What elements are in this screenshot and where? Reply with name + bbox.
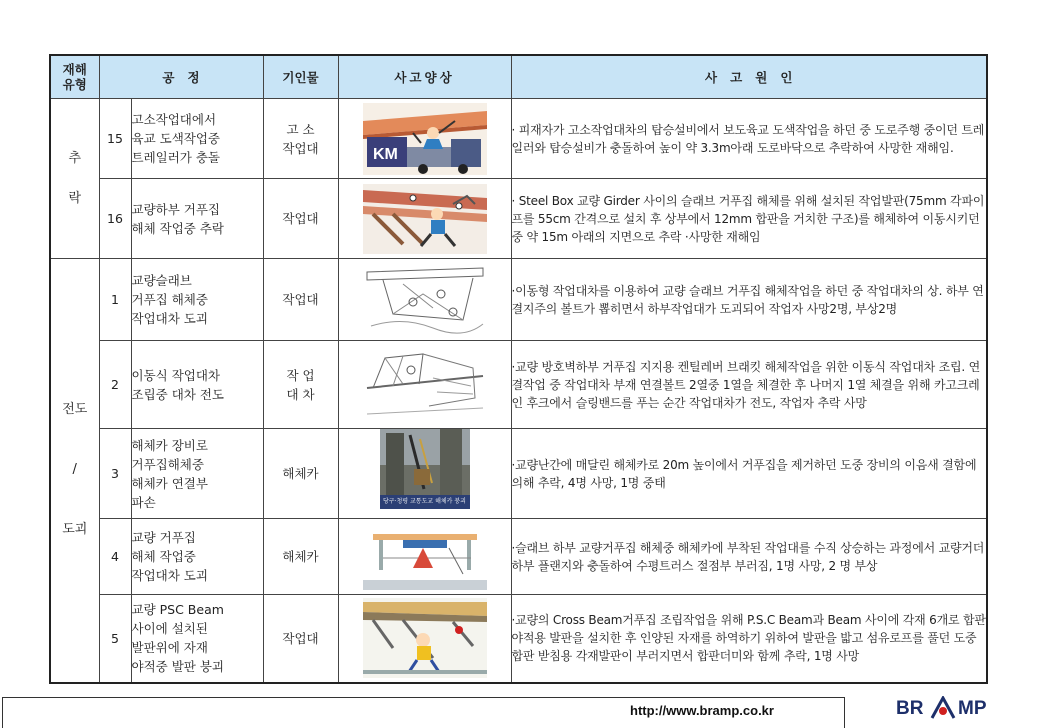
truck-collision-illustration: [363, 103, 487, 175]
svg-text:KM: KM: [372, 145, 398, 163]
aspect-image-cell: [338, 341, 511, 429]
row-number: 1: [99, 259, 131, 341]
footer-url-link[interactable]: http://www.bramp.co.kr: [630, 703, 774, 718]
cause-cell: ·교량의 Cross Beam거푸집 조립작업을 위해 P.S.C Beam과 Beam 사이에 각재 6개로 합판 야적용 발판을 설치한 후 인양된 자재를 하역하기 위하여 발판을 밟고 섬유로프를 풀던 도중 합판 받침용 각재발판이 부러지면서 합판더미와 함께 추락, 1명 사망: [511, 595, 987, 683]
logo-a-mark-icon: [930, 696, 956, 720]
aspect-image-cell: [338, 99, 511, 179]
table-row: [50, 179, 987, 259]
cart-collapse-sketch: [363, 264, 487, 336]
table-row: [50, 595, 987, 683]
cause-cell: ·교량난간에 매달린 해체카로 20m 높이에서 거푸집을 제거하던 도중 장비의 이음새 결함에 의해 추락, 4명 사망, 1명 중태: [511, 429, 987, 519]
process-cell: 교량 PSC Beam 사이에 설치된 발판위에 자재 야적중 발판 붕괴: [131, 595, 263, 683]
header-type: 재해 유형: [50, 55, 99, 99]
object-cell: 고 소 작업대: [263, 99, 338, 179]
logo-text-left: BR: [896, 698, 924, 719]
aspect-image-cell: [338, 595, 511, 683]
object-cell: 작업대: [263, 259, 338, 341]
category-overturn-collapse: 전도 / 도괴: [50, 259, 99, 683]
accident-table: [49, 54, 988, 684]
cause-cell: ·이동형 작업대차를 이용하여 교량 슬래브 거푸집 해체작업을 하던 중 작업대차의 상. 하부 연결지주의 볼트가 뽑히면서 하부작업대가 도괴되어 작업자 사망2명, 부상2명: [511, 259, 987, 341]
row-number: 2: [99, 341, 131, 429]
process-cell: 고소작업대에서 육교 도색작업중 트레일러가 충돌: [131, 99, 263, 179]
cause-cell: ·교량 방호벽하부 거푸집 지지용 켄틸레버 브래킷 해체작업을 위한 이동식 작업대차 조립. 연결작업 중 작업대차 부재 연결볼트 2열중 1열을 체결한 후 나머지 1열 체결을 위해 카고크레인 후크에서 슬링밴드를 푸는 순간 작업대차가 전도, 작업자 추락 사망: [511, 341, 987, 429]
aspect-image-cell: [338, 259, 511, 341]
table-row: [50, 429, 987, 519]
category-fall: 추 락: [50, 99, 99, 259]
cause-cell: · Steel Box 교량 Girder 사이의 슬래브 거푸집 해체를 위해 설치된 작업발판(75mm 각파이프를 55cm 간격으로 설치 후 상부에서 12mm 합판을 거치한 구조)를 해체하여 이동시키던 중 약 15m 아래의 지면으로 추락 ·사망한 재해임: [511, 179, 987, 259]
row-number: 5: [99, 595, 131, 683]
cause-cell: ·슬래브 하부 교량거푸집 해체중 해체카에 부착된 작업대를 수직 상승하는 과정에서 교량거더 하부 플랜지와 충돌하여 수평트러스 절점부 부러짐, 1명 사망, 2 명 부상: [511, 519, 987, 595]
row-number: 3: [99, 429, 131, 519]
header-aspect: 사고양상: [338, 55, 511, 99]
logo-text-right: MP: [958, 698, 987, 719]
table-row: [50, 259, 987, 341]
beam-collapse-illustration: [363, 598, 487, 678]
table-row: [50, 99, 987, 179]
object-cell: 해체카: [263, 519, 338, 595]
process-cell: 교량슬래브 거푸집 해체중 작업대차 도괴: [131, 259, 263, 341]
aspect-image-cell: [338, 519, 511, 595]
row-number: 15: [99, 99, 131, 179]
worker-falling-illustration: [363, 184, 487, 254]
process-cell: 교량하부 거푸집 해체 작업중 추락: [131, 179, 263, 259]
photo-caption: 당구·청평 교통도교 해체카 붕괴: [383, 498, 466, 505]
header-process: 공 정: [99, 55, 263, 99]
object-cell: 작업대: [263, 595, 338, 683]
table-row: [50, 341, 987, 429]
table-row: [50, 519, 987, 595]
aspect-image-cell: [338, 179, 511, 259]
object-cell: 작 업 대 차: [263, 341, 338, 429]
process-cell: 해체카 장비로 거푸집해체중 해체카 연결부 파손: [131, 429, 263, 519]
bramp-logo: [896, 696, 1016, 720]
process-cell: 교량 거푸집 해체 작업중 작업대차 도괴: [131, 519, 263, 595]
row-number: 4: [99, 519, 131, 595]
bridge-diagram-cross-section: [363, 524, 487, 590]
process-cell: 이동식 작업대차 조립중 대차 전도: [131, 341, 263, 429]
header-cause: 사 고 원 인: [511, 55, 987, 99]
cart-overturn-sketch: [363, 348, 487, 422]
header-object: 기인물: [263, 55, 338, 99]
object-cell: 작업대: [263, 179, 338, 259]
aspect-image-cell: [338, 429, 511, 519]
object-cell: 해체카: [263, 429, 338, 519]
table-header-row: [50, 55, 987, 99]
cause-cell: · 피재자가 고소작업대차의 탑승설비에서 보도육교 도색작업을 하던 중 도로주행 중이던 트레일러와 탑승설비가 충돌하여 높이 약 3.3m아래 도로바닥으로 추락하여 사망한 재해임.: [511, 99, 987, 179]
row-number: 16: [99, 179, 131, 259]
